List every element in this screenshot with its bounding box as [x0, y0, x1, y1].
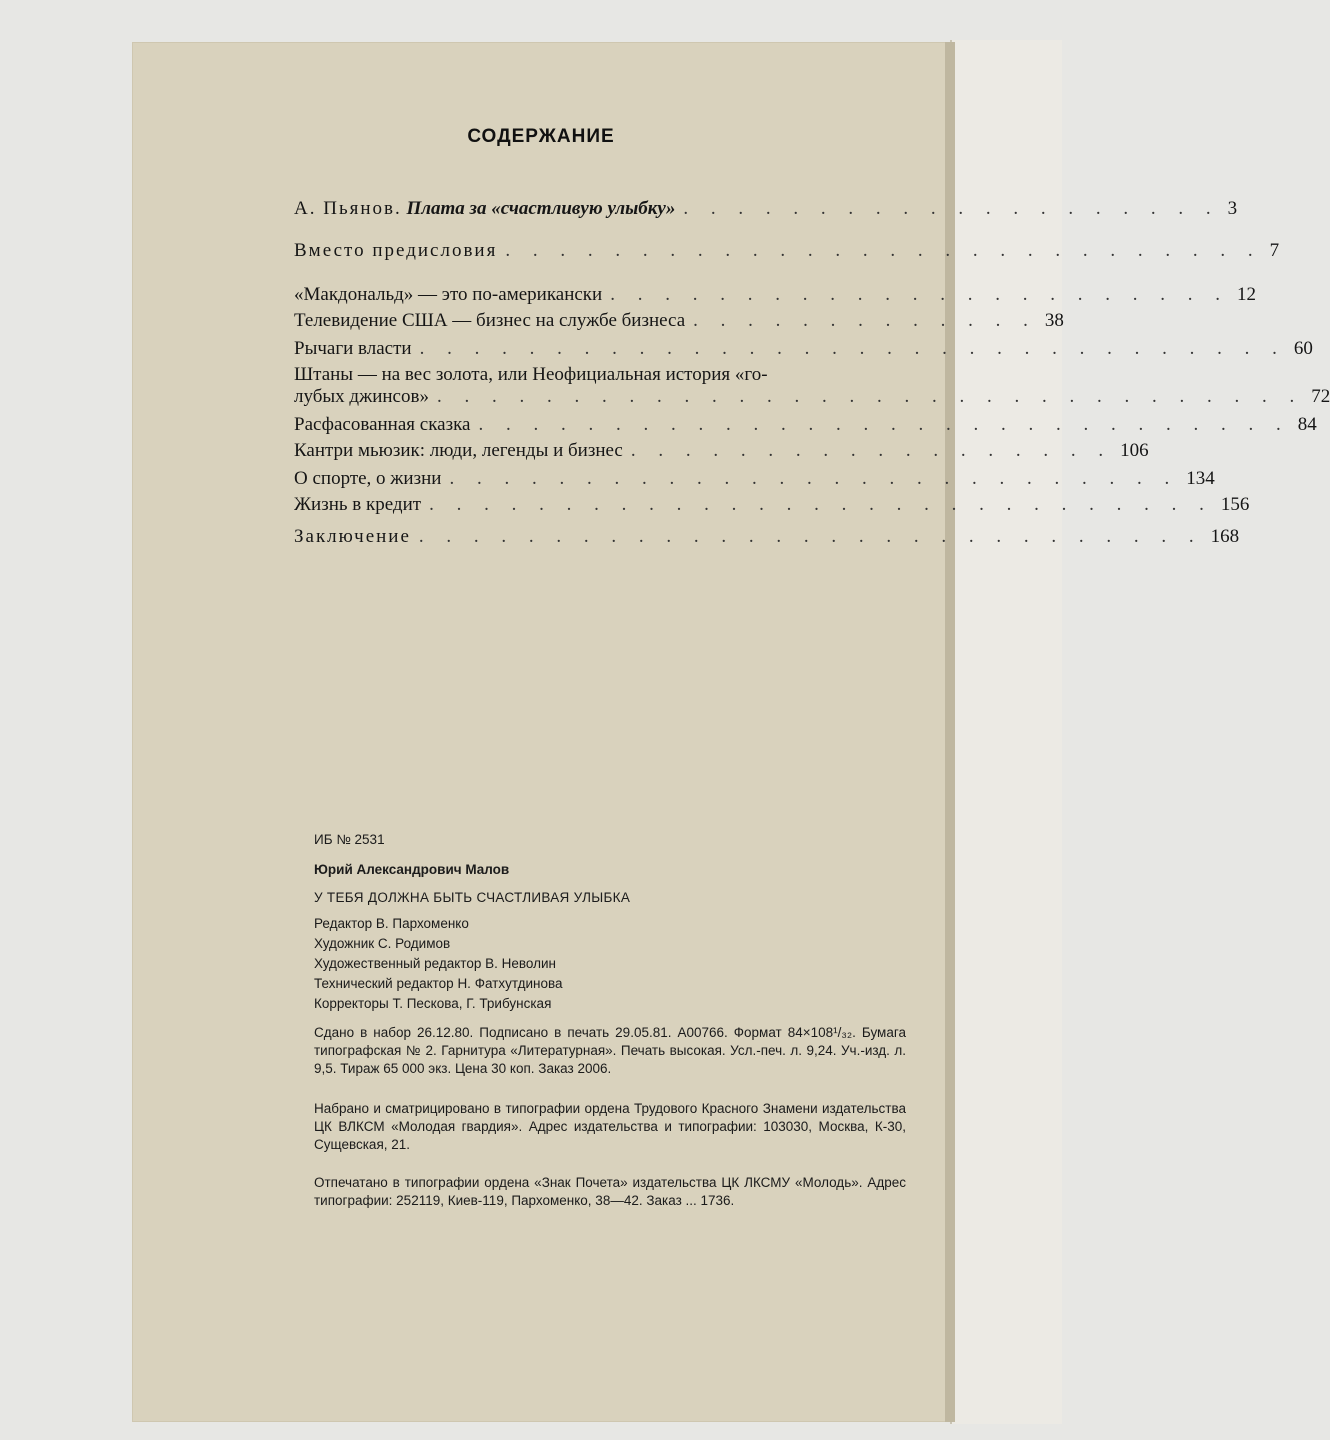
toc-leader-dots: . . . . . . . . . . . . . . . . . . . . . . . . . . . . . . [478, 414, 1290, 435]
toc-entry [294, 440, 1149, 468]
toc-entry-label: О спорте, о жизни [294, 468, 442, 489]
toc-page-number: 12 [1236, 284, 1256, 305]
toc-entry-intro [294, 240, 1280, 268]
toc-entry-label: Жизнь в кредит [294, 494, 422, 515]
imprint-typesetting: Набрано и сматрицировано в типографии ордена Трудового Красного Знамени издательства ЦК ВЛКСМ «Молодая гвардия». Адрес издательства и типографии: 103030, Москва, К-30, Сущевская, 21. [314, 1101, 906, 1152]
toc-entry [294, 468, 1215, 496]
toc-entry-label: Вместо предисловия [294, 240, 498, 261]
toc-entry [294, 338, 1313, 366]
toc-entry-multiline-cont [294, 386, 1330, 414]
toc-entry-label-line1: Штаны — на вес золота, или Неофициальная история «го- [294, 364, 768, 385]
imprint-credit: Технический редактор Н. Фатхутдинова [314, 976, 563, 991]
toc-page-number: 168 [1210, 526, 1240, 547]
toc-entry-preface [294, 198, 1238, 226]
toc-leader-dots: . . . . . . . . . . . . . . . . . . . . . . . . . . . [449, 468, 1179, 489]
toc-preface-title: Плата за «счастливую улыбку» [406, 198, 676, 219]
toc-page-number: 134 [1186, 468, 1215, 489]
toc-entry-label: Заключение [294, 526, 411, 547]
toc-entry-label: «Макдональд» — это по-американски [294, 284, 603, 305]
toc-leader-dots: . . . . . . . . . . . . . . . . . . . . . . . . . . . . [505, 240, 1262, 261]
book-page [132, 42, 1330, 1422]
toc-leader-dots: . . . . . . . . . . . . . . . . . . . . [683, 198, 1220, 219]
imprint-print-details: Сдано в набор 26.12.80. Подписано в печать 29.05.81. А00766. Формат 84×108¹/₃₂. Бумага типографская № 2. Гарнитура «Литературная». Печать высокая. Усл.-печ. л. 9,24. Уч.-изд. л. 9,5. Тираж 65 000 экз. Цена 30 коп. Заказ 2006. [314, 1025, 906, 1076]
toc-leader-dots: . . . . . . . . . . . . . . . . . . . . . . . [610, 284, 1229, 305]
toc-entry [294, 414, 1317, 442]
toc-page-number: 7 [1269, 240, 1280, 261]
toc-title: СОДЕРЖАНИЕ [467, 126, 615, 147]
toc-leader-dots: . . . . . . . . . . . . . . . . . . . . . . . . . . . . . [418, 526, 1203, 547]
imprint-credit: Художественный редактор В. Неволин [314, 956, 556, 971]
toc-entry [294, 310, 1064, 338]
imprint-author: Юрий Александрович Малов [314, 862, 510, 877]
toc-entry-conclusion [294, 526, 1240, 554]
toc-leader-dots: . . . . . . . . . . . . . . . . . . . . . . . . . . . . . . . . [419, 338, 1286, 359]
imprint-credit: Художник С. Родимов [314, 936, 451, 951]
imprint-book-title: У ТЕБЯ ДОЛЖНА БЫТЬ СЧАСТЛИВАЯ УЛЫБКА [314, 890, 631, 905]
toc-entry [294, 494, 1250, 522]
toc-page-number: 60 [1293, 338, 1313, 359]
toc-page-number: 84 [1297, 414, 1317, 435]
toc-page-number: 106 [1120, 440, 1149, 461]
toc-entry-label-line2: лубых джинсов» [294, 386, 429, 407]
imprint-credit: Редактор В. Пархоменко [314, 916, 469, 931]
toc-leader-dots: . . . . . . . . . . . . . . . . . . [630, 440, 1113, 461]
toc-page-number: 3 [1227, 198, 1238, 219]
toc-page-number: 38 [1044, 310, 1064, 331]
toc-entry-label: Расфасованная сказка [294, 414, 471, 435]
toc-entry-label: Рычаги власти [294, 338, 412, 359]
toc-page-number: 156 [1220, 494, 1250, 515]
imprint-ib-number: ИБ № 2531 [314, 832, 385, 847]
toc-page-number: 72 [1311, 386, 1330, 407]
toc-leader-dots: . . . . . . . . . . . . . . . . . . . . . . . . . . . . . [429, 494, 1213, 515]
toc-entry [294, 284, 1256, 312]
imprint-credit: Корректоры Т. Пескова, Г. Трибунская [314, 996, 552, 1011]
toc-leader-dots: . . . . . . . . . . . . . [693, 310, 1037, 331]
toc-leader-dots: . . . . . . . . . . . . . . . . . . . . . . . . . . . . . . . . [436, 386, 1304, 407]
toc-entry-label: Кантри мьюзик: люди, легенды и бизнес [294, 440, 623, 461]
imprint-printing: Отпечатано в типографии ордена «Знак Почета» издательства ЦК ЛКСМУ «Молодь». Адрес типографии: 252119, Киев-119, Пархоменко, 38—42. Заказ ... 1736. [314, 1175, 906, 1208]
toc-preface-author: А. Пьянов. [294, 198, 402, 219]
toc-entry-label: Телевидение США — бизнес на службе бизнеса [294, 310, 686, 331]
